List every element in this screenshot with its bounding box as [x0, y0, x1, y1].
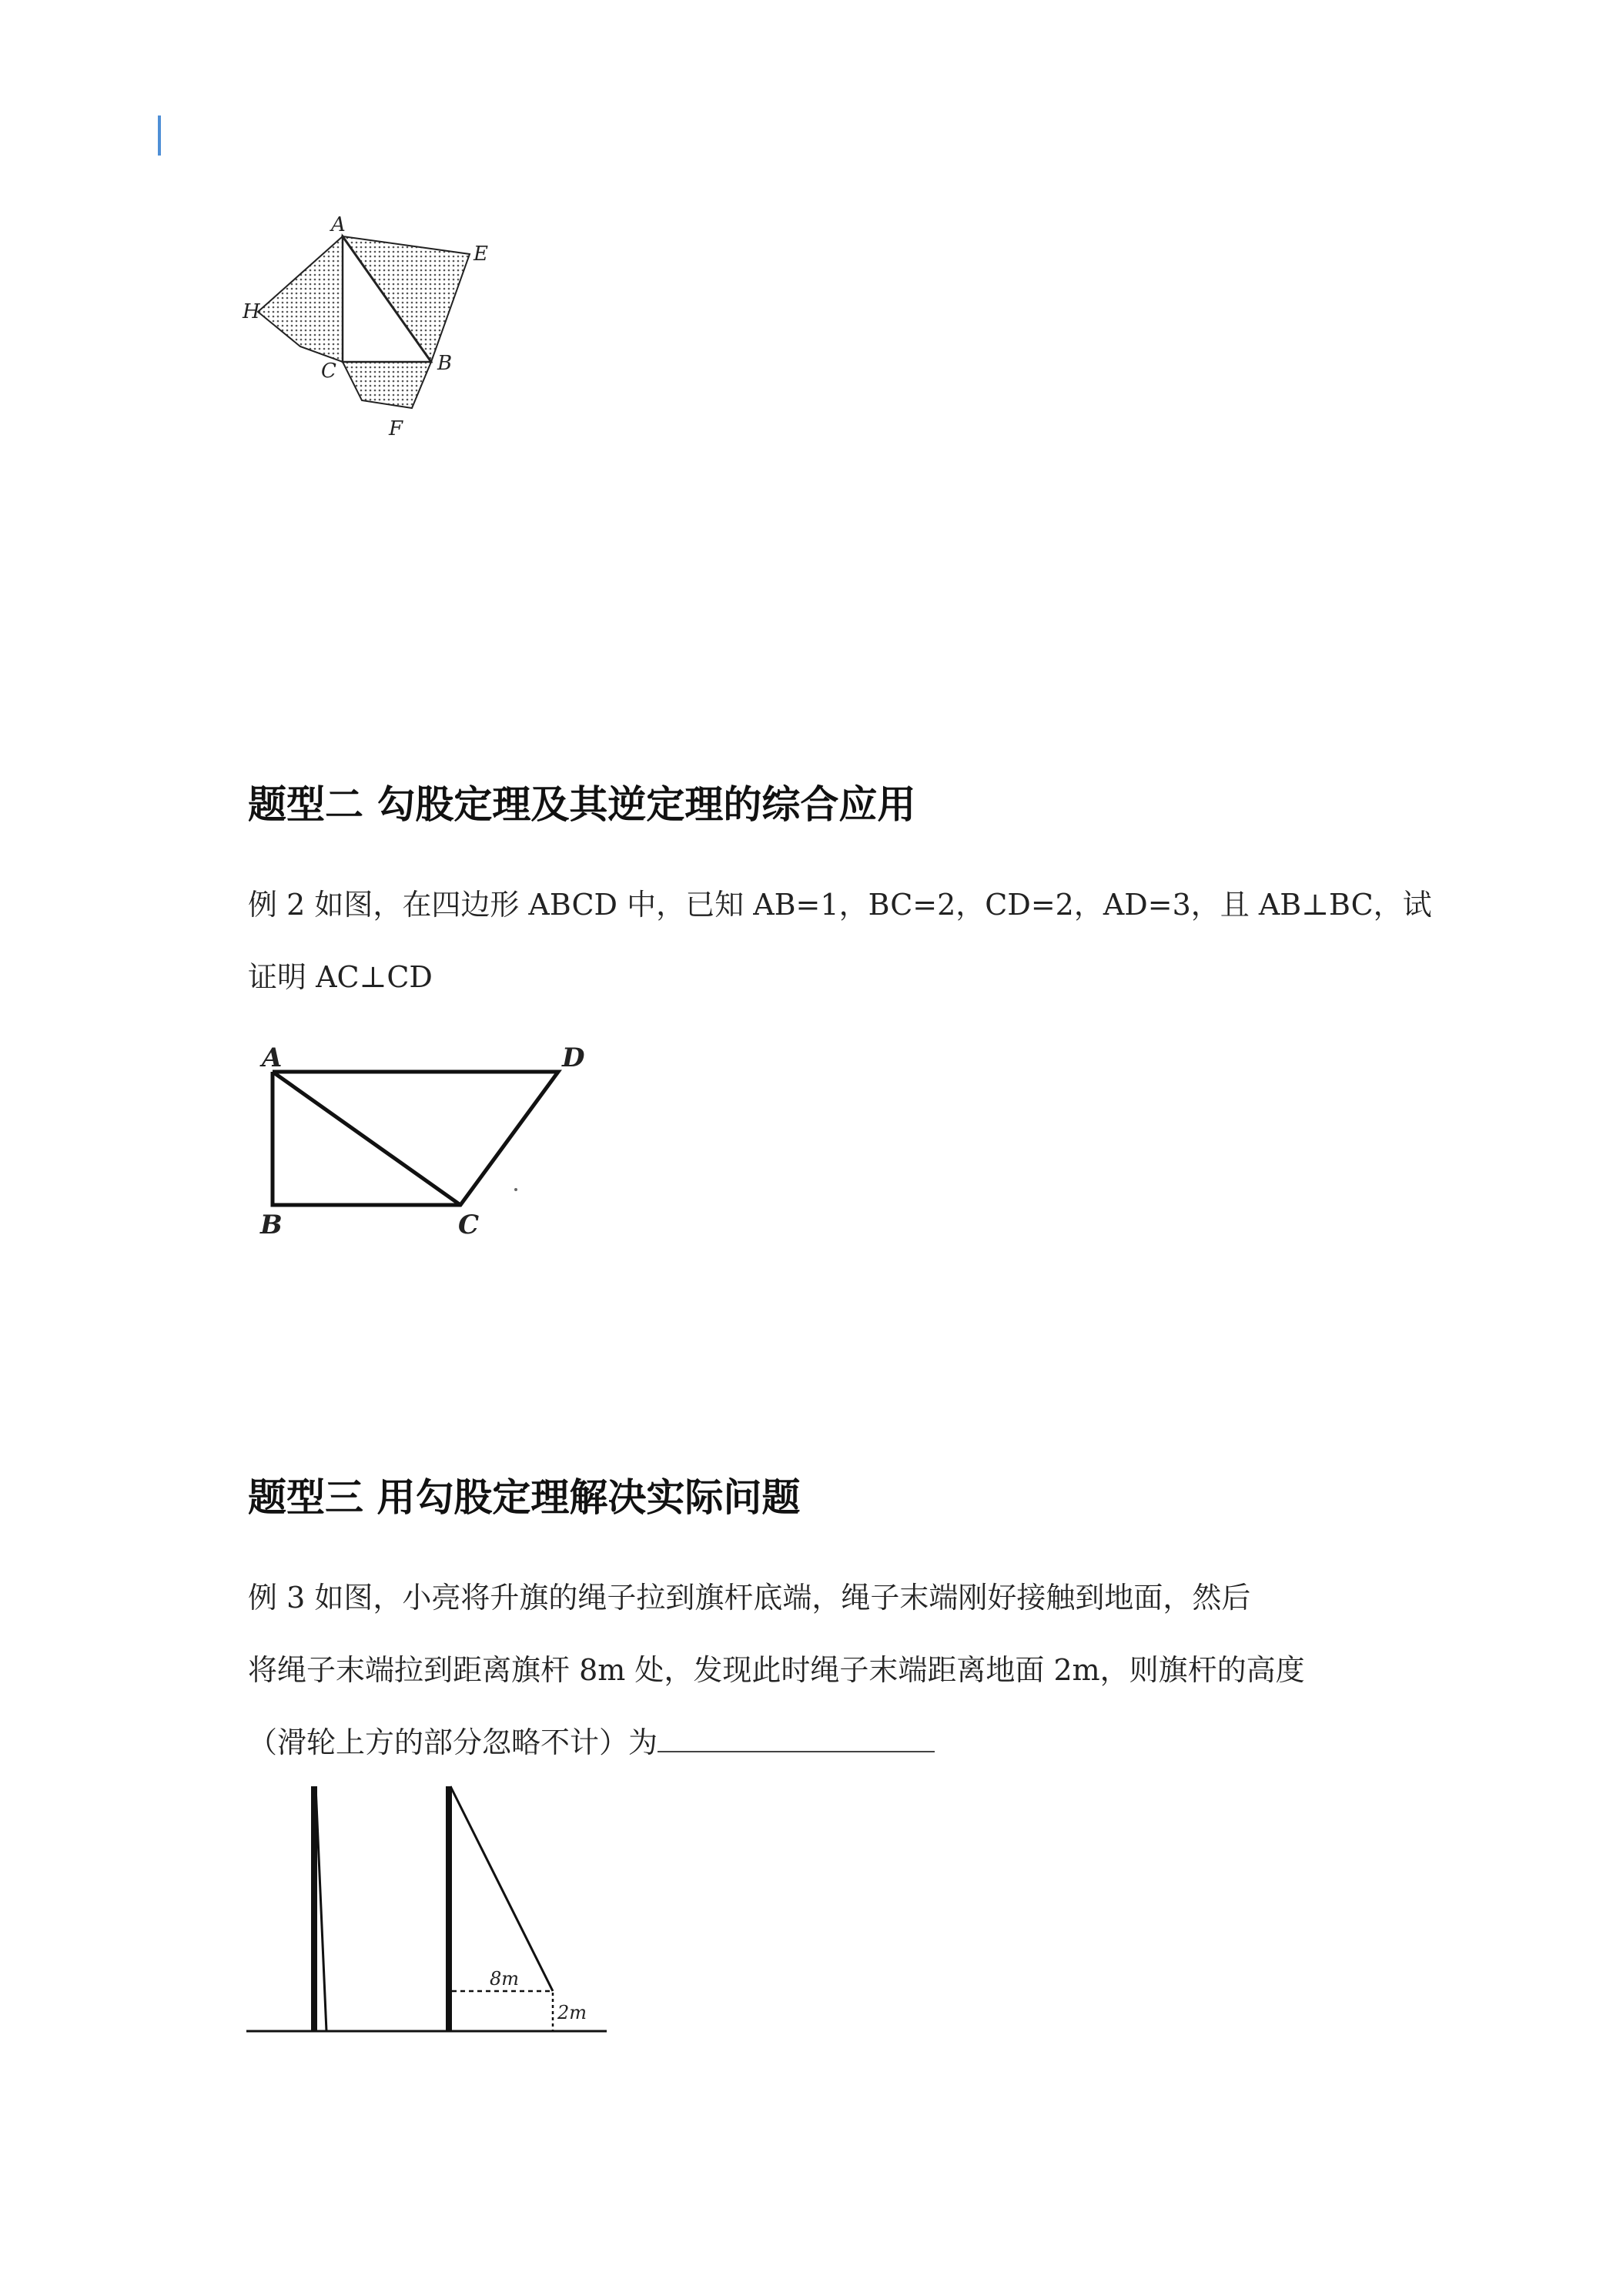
label-8m: 8m [490, 1968, 520, 1990]
example3-line-1: 例 3 如图，小亮将升旗的绳子拉到旗杆底端，绳子末端刚好接触到地面，然后 [248, 1581, 1251, 1615]
answer-blank[interactable] [658, 1725, 935, 1752]
rope-left [316, 1786, 326, 2031]
stray-dot [514, 1188, 517, 1191]
example3-line-2: 将绳子末端拉到距离旗杆 8m 处，发现此时绳子末端距离地面 2m，则旗杆的高度 [248, 1653, 1305, 1687]
section2-heading: 题型二 勾股定理及其逆定理的综合应用 [248, 782, 916, 827]
square-on-ac [258, 236, 343, 362]
quadrilateral-outline [273, 1072, 558, 1205]
label-d: D [562, 1043, 585, 1073]
example2-line-2: 证明 AC⊥CD [248, 960, 433, 994]
example2-line-1: 例 2 如图，在四边形 ABCD 中，已知 AB=1，BC=2，CD=2，AD=3，且 AB⊥BC，试 [248, 888, 1432, 922]
quadrilateral-abcd-figure [246, 1032, 608, 1255]
example3-text [248, 1561, 1387, 1779]
label-2m: 2m [557, 2002, 587, 2023]
rope-right [450, 1786, 553, 1991]
label-a: A [262, 1043, 283, 1073]
example3-line-3: （滑轮上方的部分忽略不计）为 [248, 1706, 1387, 1779]
label-b: B [437, 352, 453, 375]
square-on-bc [343, 362, 431, 408]
text-cursor-mark [158, 115, 161, 156]
example2-text [248, 869, 1432, 1013]
label-b: B [260, 1210, 283, 1240]
section3-heading: 题型三 用勾股定理解决实际问题 [248, 1475, 801, 1520]
label-f: F [389, 417, 403, 440]
label-c: C [321, 360, 336, 383]
label-c: C [458, 1210, 480, 1240]
diagonal-ac [273, 1072, 460, 1205]
label-a: A [331, 213, 346, 236]
label-h: H [243, 300, 260, 323]
flagpole-figure [245, 1779, 614, 2040]
pythagoras-squares-figure [239, 208, 516, 454]
label-e: E [474, 243, 488, 266]
